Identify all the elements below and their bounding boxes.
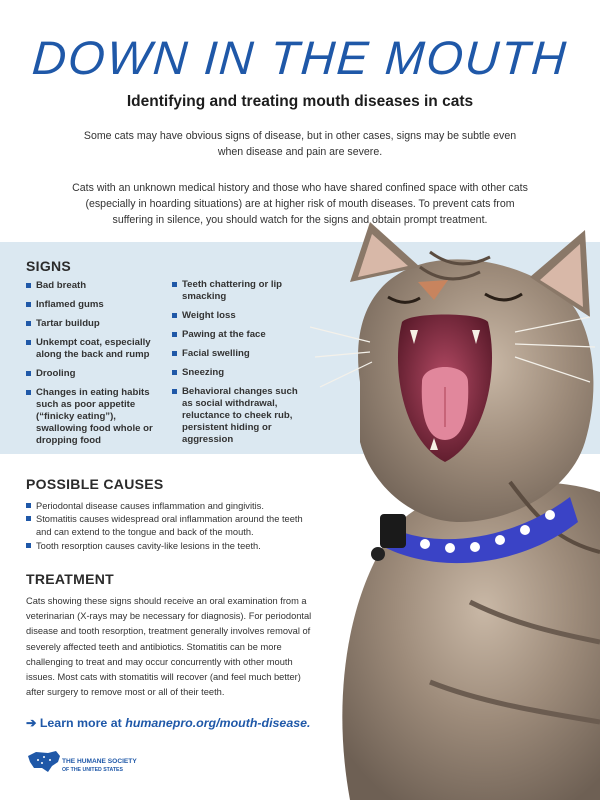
list-item: Drooling (26, 368, 166, 380)
signs-heading: SIGNS (26, 258, 72, 274)
page-subtitle: Identifying and treating mouth diseases in cats (126, 93, 474, 110)
learn-more-link[interactable] (26, 715, 310, 730)
causes-list (26, 500, 316, 553)
list-item: Sneezing (172, 367, 310, 379)
intro-paragraph-2: Cats with an unknown medical history and those who have shared confined space with other cats (especially in hoarding situations) are at higher risk of mouth diseases. To prevent cats from suffering in silence, you should watch for the signs and obtain prompt treatment. (72, 182, 528, 226)
list-item: Bad breath (26, 280, 166, 292)
logo-line-2: OF THE UNITED STATES (62, 767, 123, 773)
intro-paragraph-1: Some cats may have obvious signs of disease, but in other cases, signs may be subtle even when disease and pain are severe. (83, 130, 517, 158)
causes-heading: POSSIBLE CAUSES (26, 476, 164, 492)
yawning-cat-photo (310, 222, 600, 800)
list-item: Periodontal disease causes inflammation and gingivitis. (26, 500, 316, 513)
list-item: Facial swelling (172, 348, 310, 360)
signs-list-right (172, 279, 310, 453)
treatment-heading: TREATMENT (26, 571, 114, 587)
list-item: Stomatitis causes widespread oral inflammation around the teeth and can extend to the tongue and back of the mouth. (26, 513, 316, 539)
list-item: Tooth resorption causes cavity-like lesions in the teeth. (26, 540, 316, 553)
logo-line-1: THE HUMANE SOCIETY (62, 758, 137, 765)
learn-more-url[interactable]: humanepro.org/mouth-disease. (125, 716, 311, 730)
list-item: Tartar buildup (26, 318, 166, 330)
treatment-body: Cats showing these signs should receive an oral examination from a veterinarian (X-rays may be necessary for diagnosis). For periodontal disease and tooth resorption, treatment generally involves removal of severely affected teeth and antibiotics. Stomatitis can be more challenging to treat and may occur concurrently with other mouth issues. Most cats with stomatitis will recover (and feel much better) after surgery to remove most or all of their teeth. (26, 596, 312, 698)
hsus-logo-text (62, 758, 137, 774)
signs-list-left (26, 280, 166, 454)
list-item: Behavioral changes such as social withdrawal, reluctance to cheek rub, persistent hiding or aggression (172, 386, 310, 446)
list-item: Pawing at the face (172, 329, 310, 341)
page-title: DOWN IN THE MOUTH (30, 31, 570, 84)
list-item: Weight loss (172, 310, 310, 322)
arrow-right-icon: ➔ (26, 716, 37, 730)
list-item: Teeth chattering or lip smacking (172, 279, 310, 303)
list-item: Changes in eating habits such as poor appetite (“finicky eating”), swallowing food whole or dropping food (26, 387, 166, 447)
list-item: Inflamed gums (26, 299, 166, 311)
learn-more-prefix: Learn more at (39, 716, 122, 730)
list-item: Unkempt coat, especially along the back and rump (26, 337, 166, 361)
